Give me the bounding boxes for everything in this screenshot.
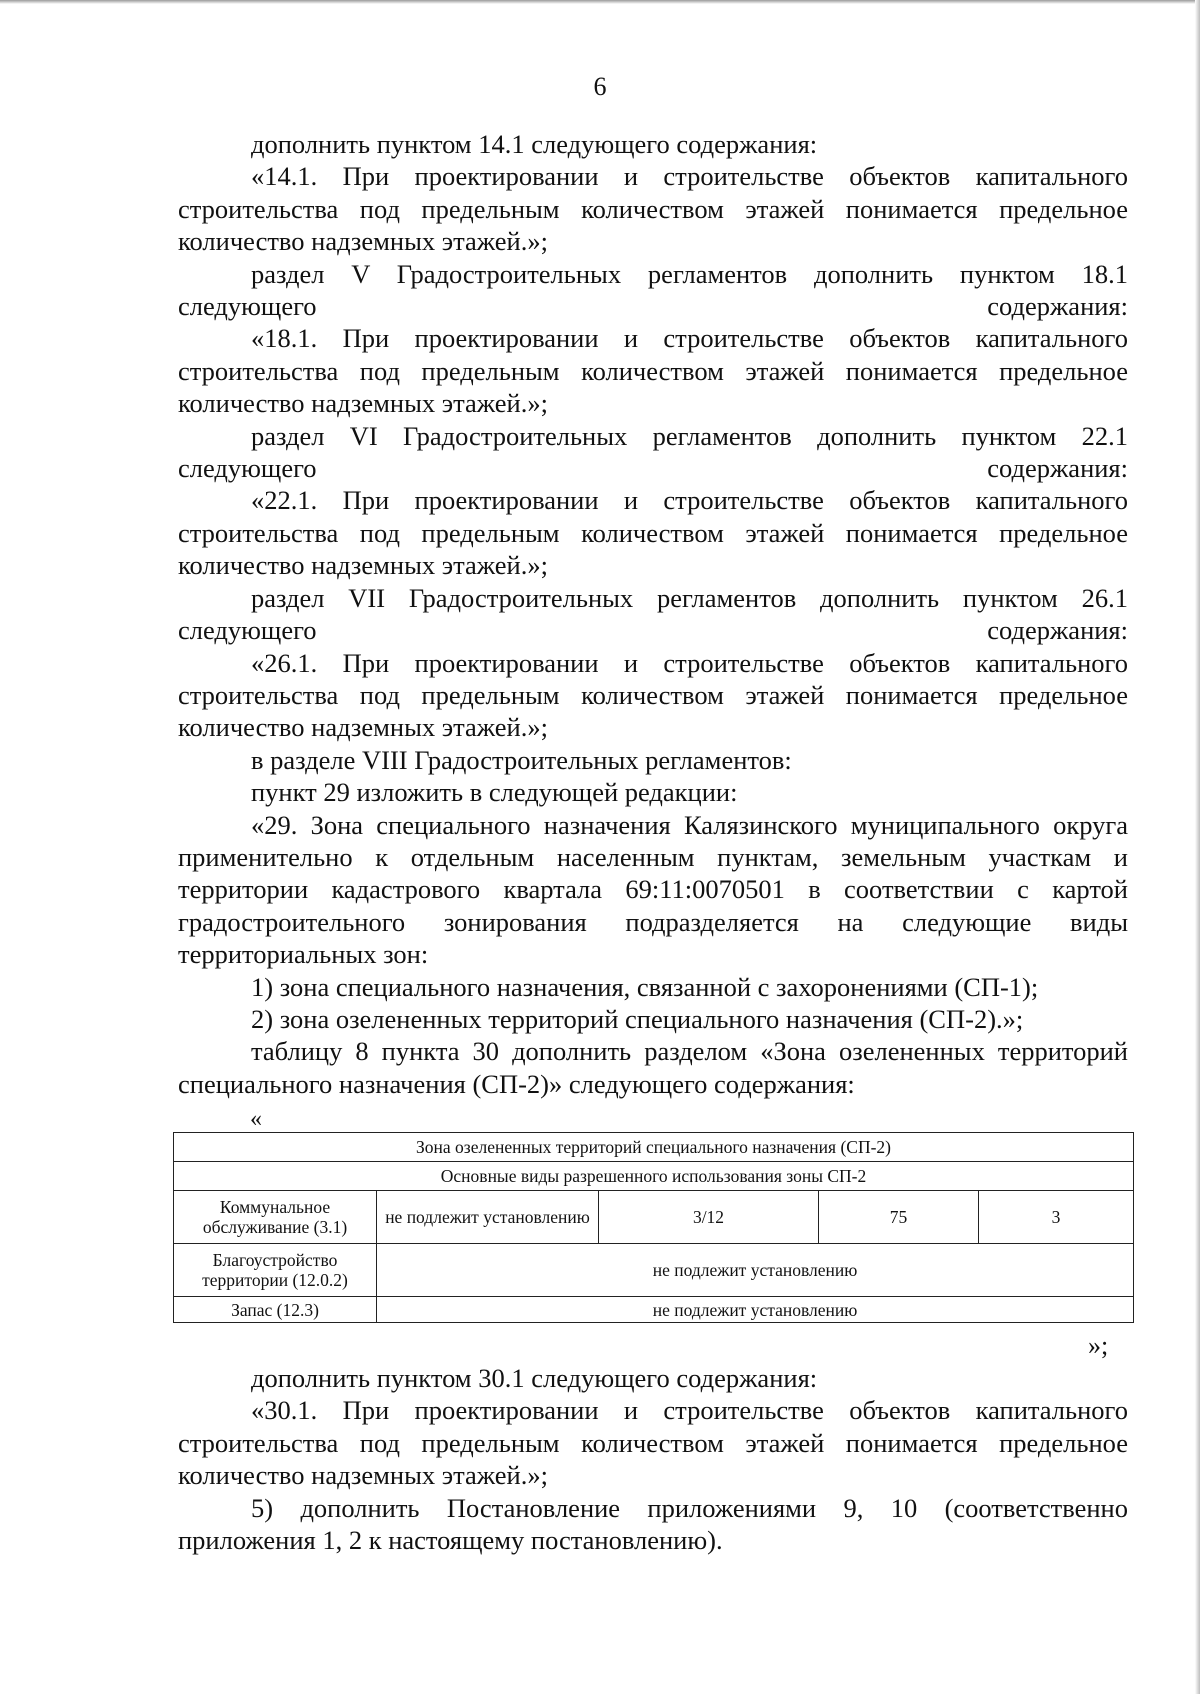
- paragraph: таблицу 8 пункта 30 дополнить разделом «Зона озелененных территорий специального назначения (СП-2)» следующего содержания:: [178, 1036, 1128, 1099]
- paragraph: «18.1. При проектировании и строительстве объектов капитального строительства под предельным количеством этажей понимается предельное количество надземных этажей.»;: [178, 323, 1128, 419]
- paragraph: «30.1. При проектировании и строительстве объектов капитального строительства под предельным количеством этажей понимается предельное количество надземных этажей.»;: [178, 1395, 1128, 1491]
- table-subtitle: Основные виды разрешенного использования зоны СП-2: [174, 1162, 1134, 1191]
- table-row: [174, 1297, 1134, 1323]
- table-cell: 75: [819, 1191, 979, 1244]
- paragraph: «26.1. При проектировании и строительстве объектов капитального строительства под предельным количеством этажей понимается предельное количество надземных этажей.»;: [178, 647, 1128, 743]
- table-cell: 3: [979, 1191, 1134, 1244]
- paragraph: пункт 29 изложить в следующей редакции:: [251, 777, 738, 808]
- paragraph: раздел V Градостроительных регламентов дополнить пунктом 18.1 следующего содержания:: [178, 258, 1128, 322]
- table-close-quote: »;: [1088, 1331, 1109, 1360]
- paragraph: дополнить пунктом 14.1 следующего содержания:: [251, 129, 818, 159]
- table-cell: Коммунальное обслуживание (3.1): [174, 1191, 377, 1244]
- table-cell: Запас (12.3): [174, 1297, 377, 1323]
- zone-table: [173, 1132, 1134, 1323]
- paragraph: раздел VII Градостроительных регламентов дополнить пунктом 26.1 следующего содержания:: [178, 582, 1128, 646]
- table-cell: не подлежит установлению: [377, 1297, 1134, 1323]
- table-open-quote: «: [250, 1106, 262, 1132]
- table-title: Зона озелененных территорий специального назначения (СП-2): [174, 1133, 1134, 1162]
- paragraph: «29. Зона специального назначения Калязинского муниципального округа применительно к отдельным населенным пунктам, земельным участкам и территории кадастрового квартала 69:11:0070501 в соответствии с картой градостроительного зонирования подразделяется на следующие виды территориальных зон:: [178, 809, 1128, 970]
- paragraph: «22.1. При проектировании и строительстве объектов капитального строительства под предельным количеством этажей понимается предельное количество надземных этажей.»;: [178, 485, 1128, 581]
- paragraph: дополнить пунктом 30.1 следующего содержания:: [251, 1363, 818, 1393]
- table-row: [174, 1244, 1134, 1297]
- table-cell: 3/12: [599, 1191, 819, 1244]
- list-item: 2) зона озелененных территорий специального назначения (СП-2).»;: [251, 1003, 1024, 1034]
- table-subtitle-row: [174, 1162, 1134, 1191]
- table-cell: не подлежит установлению: [377, 1191, 599, 1244]
- paragraph: «14.1. При проектировании и строительстве объектов капитального строительства под предельным количеством этажей понимается предельное количество надземных этажей.»;: [178, 161, 1128, 257]
- scan-edge-right: [1195, 0, 1200, 1694]
- paragraph: 5) дополнить Постановление приложениями 9, 10 (соответственно приложения 1, 2 к настоящему постановлению).: [178, 1492, 1128, 1556]
- document-body: [178, 128, 1128, 1100]
- table-cell: Благоустройство территории (12.0.2): [174, 1244, 377, 1297]
- page-number: 6: [593, 72, 607, 101]
- scan-edge-top: [0, 0, 1200, 4]
- table-row: [174, 1191, 1134, 1244]
- paragraph: в разделе VIII Градостроительных регламентов:: [251, 744, 792, 775]
- list-item: 1) зона специального назначения, связанной с захоронениями (СП-1);: [251, 971, 1039, 1002]
- document-body-continued: [178, 1362, 1128, 1556]
- paragraph: раздел VI Градостроительных регламентов дополнить пунктом 22.1 следующего содержания:: [178, 420, 1128, 484]
- table-cell: не подлежит установлению: [377, 1244, 1134, 1297]
- table-title-row: [174, 1133, 1134, 1162]
